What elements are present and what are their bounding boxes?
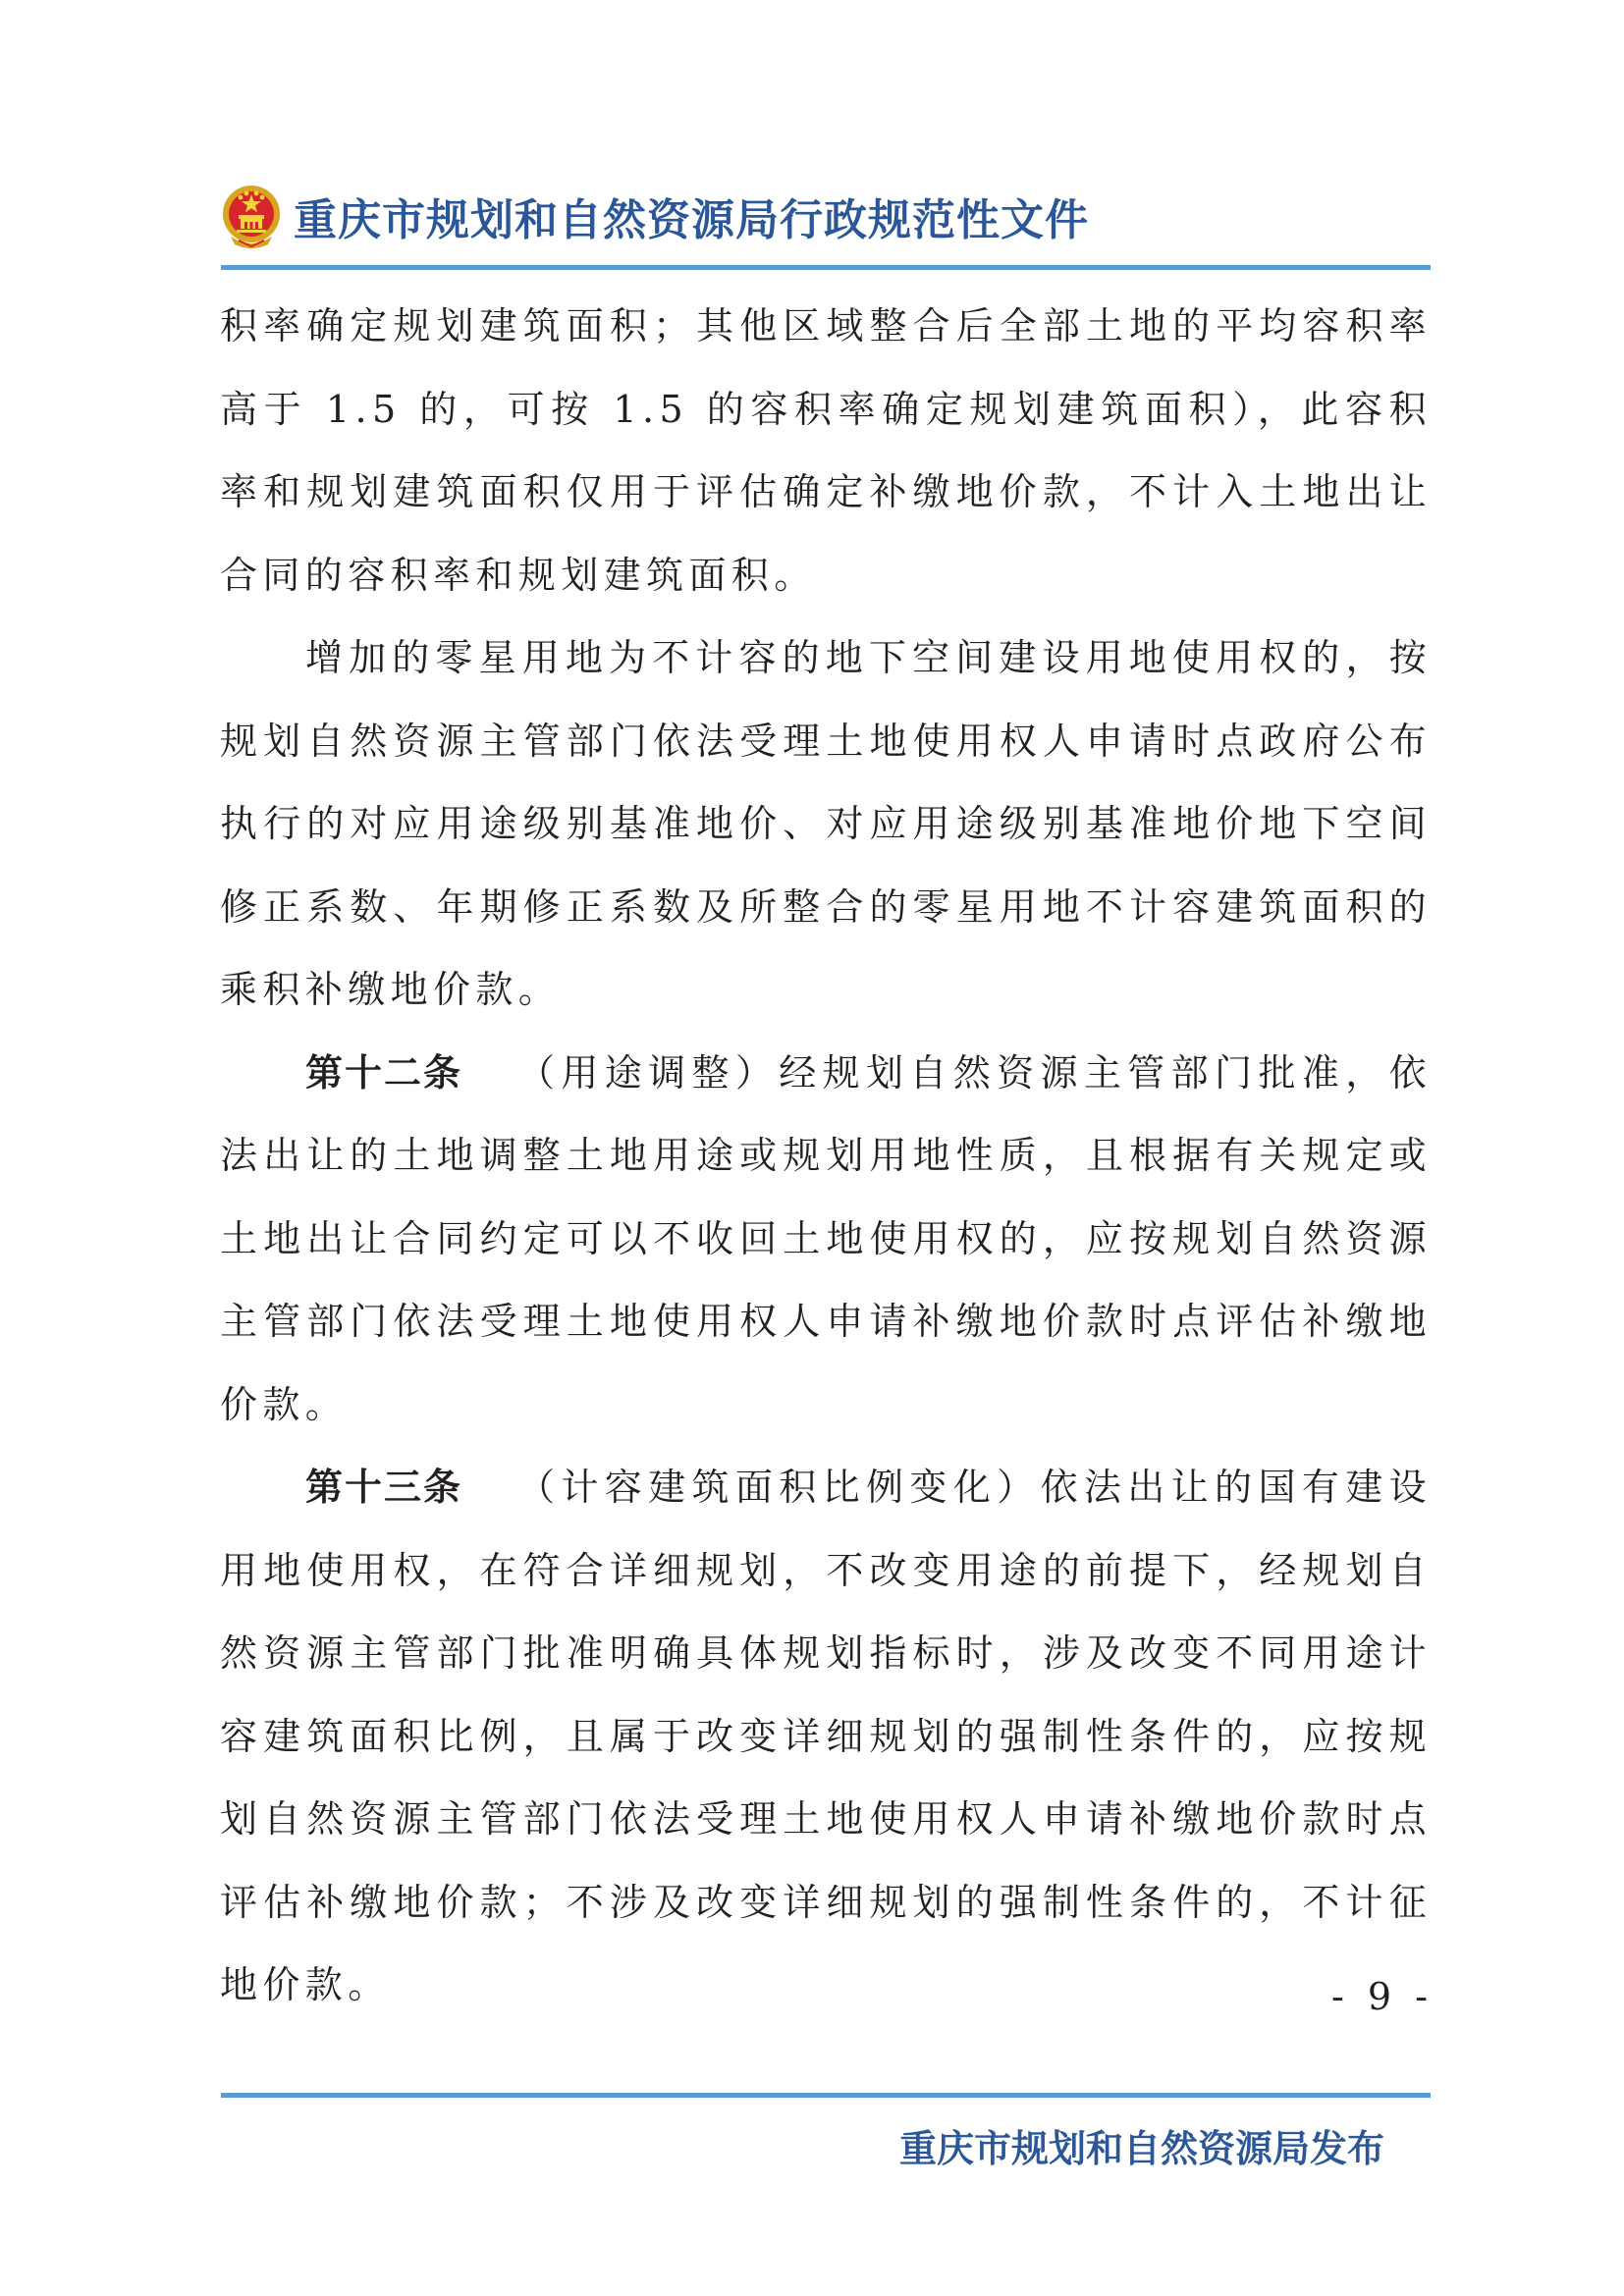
header-divider (221, 265, 1431, 270)
article-12-text: （用途调整）经规划自然资源主管部门批准，依法出让的土地调整土地用途或规划用地性质，且根据有关规定或土地出让合同约定可以不收回土地使用权的，应按规划自然资源主管部门依法受理土地使用权人申请补缴地价款时点评估补缴地价款。 (220, 1050, 1432, 1426)
article-12 (220, 1032, 1432, 1447)
footer-divider (221, 2093, 1431, 2098)
paragraph-continuation: 积率确定规划建筑面积；其他区域整合后全部土地的平均容积率高于 1.5 的，可按 1.5 的容积率确定规划建筑面积），此容积率和规划建筑面积仅用于评估确定补缴地价款，不计入土地出让合同的容积率和规划建筑面积。 (220, 304, 1432, 597)
national-emblem-icon (221, 184, 282, 248)
document-header (221, 181, 1089, 251)
article-13-text: （计容建筑面积比例变化）依法出让的国有建设用地使用权，在符合详细规划，不改变用途的前提下，经规划自然资源主管部门批准明确具体规划指标时，涉及改变不同用途计容建筑面积比例，且属于改变详细规划的强制性条件的，应按规划自然资源主管部门依法受理土地使用权人申请补缴地价款时点评估补缴地价款；不涉及改变详细规划的强制性条件的，不计征地价款。 (220, 1466, 1432, 2006)
page-number: - 9 - (1330, 1975, 1434, 2018)
header-title: 重庆市规划和自然资源局行政规范性文件 (294, 195, 1089, 245)
paragraph-underground-space: 增加的零星用地为不计容的地下空间建设用地使用权的，按规划自然资源主管部门依法受理土地使用权人申请时点政府公布执行的对应用途级别基准地价、对应用途级别基准地价地下空间修正系数、年期修正系数及所整合的零星用地不计容建筑面积的乘积补缴地价款。 (220, 636, 1432, 1011)
document-body (220, 285, 1432, 2027)
article-13 (220, 1446, 1432, 2027)
article-12-number: 第十二条 (305, 1050, 462, 1095)
article-13-number: 第十三条 (305, 1466, 462, 1509)
footer-publisher: 重庆市规划和自然资源局发布 (898, 2127, 1384, 2170)
